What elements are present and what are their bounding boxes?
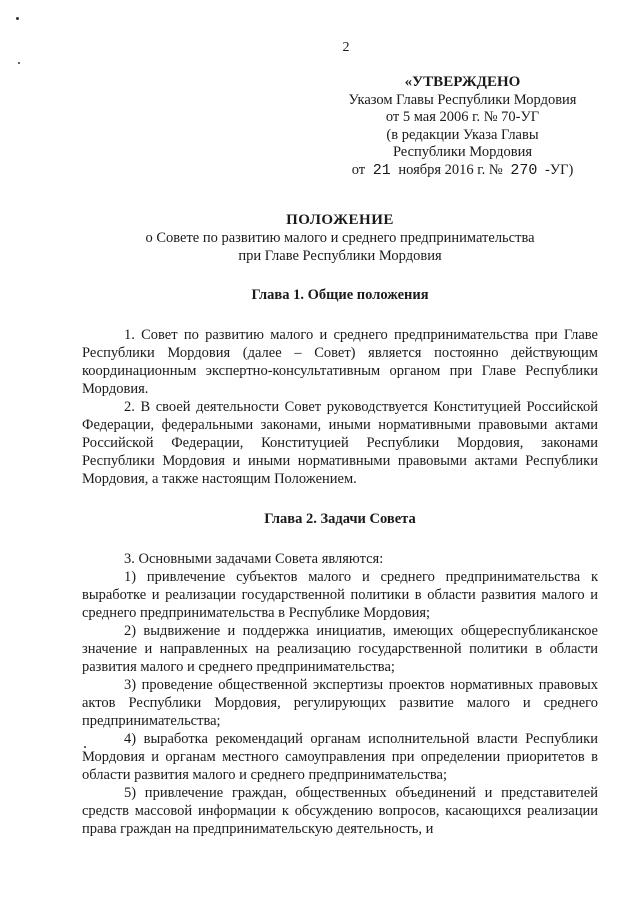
- date-month-year: ноября 2016 г. №: [398, 161, 503, 178]
- number-suffix: -УГ): [544, 161, 574, 178]
- date-prefix: от: [351, 161, 366, 178]
- list-item: 2) выдвижение и поддержка инициатив, имеющих общереспубликанское значение и направленных на реализацию государственной политики в области развития малого и среднего предпринимательства;: [82, 623, 598, 675]
- chapter-2-body: [82, 550, 598, 838]
- list-item: 1) привлечение субъектов малого и среднего предпринимательства к выработке и реализации государственной политики в области развития малого и среднего предпринимательства в Республике Мордовия;: [82, 569, 598, 621]
- list-item: 3) проведение общественной экспертизы проектов нормативных правовых актов Республики Мордовия, регулирующих развитие малого и среднего предпринимательства;: [82, 677, 598, 729]
- list-item: 4) выработка рекомендаций органам исполнительной власти Республики Мордовия и органам местного самоуправления при определении приоритетов в области развития малого и среднего предпринимательства;: [82, 731, 598, 783]
- handwritten-number: 270: [510, 161, 538, 179]
- title-subtitle: о Совете по развитию малого и среднего предпринимательства: [145, 230, 535, 246]
- approval-date-line: [320, 162, 605, 180]
- handwritten-day: 21: [372, 161, 391, 179]
- paragraph: 1. Совет по развитию малого и среднего предпринимательства при Главе Республики Мордовия (далее – Совет) является постоянно действующим координационным экспертно-консультативным органом при Главе Республики Мордовия.: [82, 327, 598, 397]
- document-title: [40, 211, 640, 265]
- paragraph: 3. Основными задачами Совета являются:: [124, 551, 384, 567]
- approval-line: от 5 мая 2006 г. № 70-УГ: [385, 109, 540, 125]
- approval-line: (в редакции Указа Главы: [386, 126, 539, 143]
- page-number: 2: [342, 40, 350, 55]
- title-subtitle: при Главе Республики Мордовия: [238, 248, 442, 264]
- approval-line: Указом Главы Республики Мордовия: [348, 91, 577, 108]
- chapter-2-heading: Глава 2. Задачи Совета: [264, 511, 416, 527]
- title-main: ПОЛОЖЕНИЕ: [286, 212, 394, 228]
- chapter-1-heading: Глава 1. Общие положения: [251, 287, 429, 303]
- scan-dot: [18, 62, 20, 64]
- paragraph: 2. В своей деятельности Совет руководствуется Конституцией Российской Федерации, федеральными законами, иными нормативными правовыми актами Российской Федерации, Конституцией Республики Мордовия, законами Республики Мордовия и иными нормативными правовыми актами Республики Мордовия, а также настоящим Положением.: [82, 399, 598, 487]
- approval-heading: «УТВЕРЖДЕНО: [404, 74, 521, 90]
- scan-dot: [16, 17, 19, 20]
- chapter-1-body: [82, 326, 598, 488]
- approval-line: Республики Мордовия: [392, 144, 533, 160]
- list-item: 5) привлечение граждан, общественных объединений и представителей средств массовой информации к обсуждению вопросов, касающихся реализации права граждан на предпринимательскую деятельность, и: [82, 785, 598, 837]
- approval-stamp: [320, 74, 605, 179]
